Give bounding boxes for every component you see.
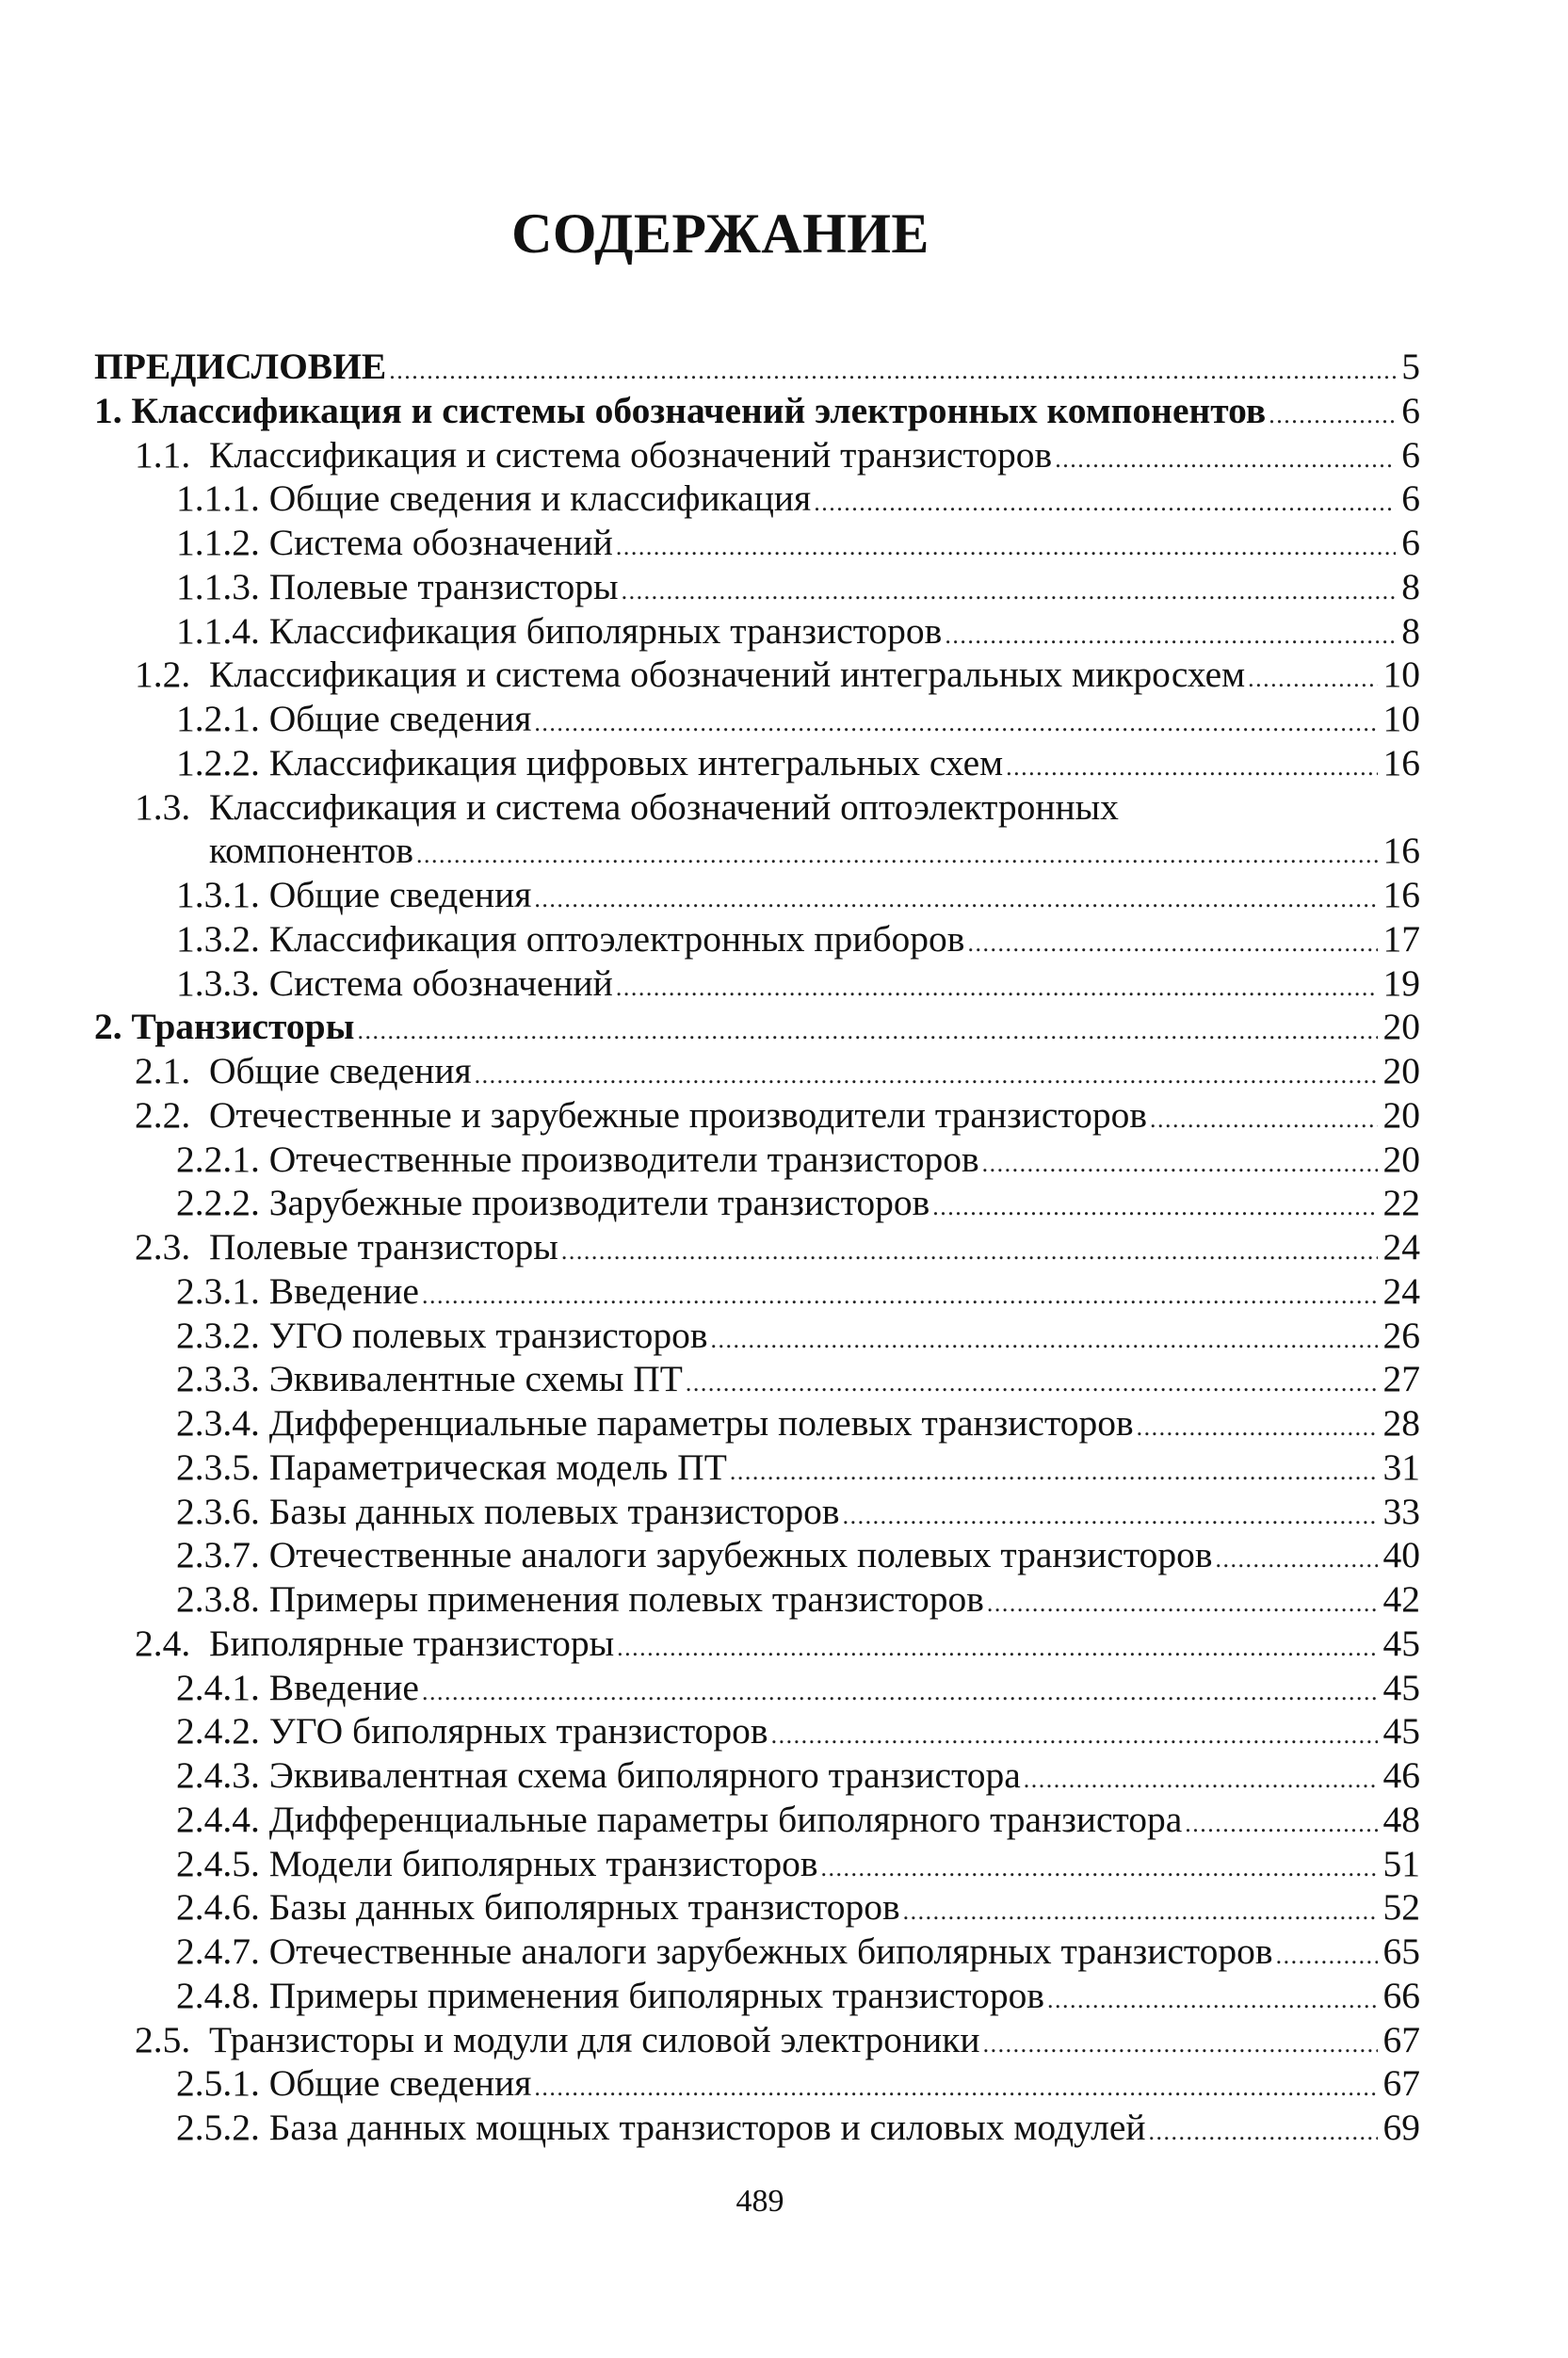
spacer — [260, 1753, 269, 1798]
toc-entry-page: 20 — [1382, 1093, 1420, 1136]
spacer — [260, 1798, 269, 1842]
toc-entry[interactable] — [94, 1974, 1420, 2018]
dot-leader — [710, 1318, 1377, 1363]
dot-leader — [771, 1714, 1378, 1758]
toc-entry[interactable] — [94, 1842, 1420, 1886]
toc-entry-number: 2.3.8. — [176, 1578, 260, 1620]
toc-entry-page: 6 — [1401, 522, 1420, 563]
dot-leader — [814, 481, 1396, 525]
dot-leader — [561, 1230, 1378, 1274]
toc-entry-number: 1.3.3. — [176, 961, 260, 1004]
toc-entry-page: 45 — [1382, 1622, 1420, 1664]
toc-entry-number: 2. — [94, 1006, 122, 1048]
toc-entry[interactable] — [94, 389, 1420, 433]
toc-entry-title: Общие сведения — [209, 1050, 472, 1091]
dot-leader — [475, 1054, 1378, 1098]
dot-leader — [416, 833, 1377, 878]
page-title: СОДЕРЖАНИЕ — [511, 202, 929, 265]
toc-entry-title: компонентов — [209, 830, 414, 872]
toc-entry[interactable] — [94, 1269, 1420, 1314]
toc-entry-page: 16 — [1382, 874, 1420, 915]
toc-entry[interactable] — [94, 1225, 1420, 1269]
toc-entry-page: 65 — [1382, 1930, 1420, 1972]
toc-entry[interactable] — [94, 1357, 1420, 1401]
toc-entry[interactable] — [94, 609, 1420, 654]
toc-entry-page: 33 — [1382, 1490, 1420, 1532]
toc-entry[interactable] — [94, 1885, 1420, 1930]
dot-leader — [686, 1362, 1378, 1406]
spacer — [260, 565, 269, 609]
toc-entry-title: Общие сведения — [268, 698, 532, 739]
toc-entry-title: Полевые транзисторы — [268, 565, 619, 607]
toc-entry-page: 45 — [1382, 1666, 1420, 1708]
spacer — [260, 1357, 269, 1401]
dot-leader — [967, 922, 1377, 966]
toc-entry-number: 1.3. — [135, 785, 191, 828]
dot-leader — [389, 349, 1396, 394]
toc-entry-number: 2.3.5. — [176, 1445, 260, 1488]
toc-entry-page: 27 — [1382, 1358, 1420, 1400]
toc-entry-number: 1.2.2. — [176, 741, 260, 783]
toc-entry-number: 2.3.3. — [176, 1358, 260, 1400]
dot-leader — [1276, 1934, 1378, 1978]
toc-entry-title: Биполярные транзисторы — [209, 1622, 615, 1664]
toc-entry-page: 6 — [1401, 389, 1420, 431]
spacer — [260, 1577, 269, 1622]
toc-entry-page: 51 — [1382, 1842, 1420, 1884]
toc-entry-title: Базы данных биполярных транзисторов — [268, 1886, 900, 1929]
toc-entry[interactable] — [94, 741, 1420, 785]
toc-entry-number: 2.3.4. — [176, 1402, 260, 1444]
toc-entry-title: Модели биполярных транзисторов — [268, 1842, 818, 1884]
toc-entry[interactable] — [94, 476, 1420, 521]
dot-leader — [730, 1450, 1378, 1494]
toc-entry-page: 26 — [1382, 1314, 1420, 1356]
spacer — [260, 1269, 269, 1314]
dot-leader — [622, 570, 1397, 614]
spacer — [260, 1533, 269, 1577]
toc-entry-page: 52 — [1382, 1886, 1420, 1929]
toc-entry-number: 1.1.1. — [176, 477, 260, 520]
toc-entry-title: Отечественные аналоги зарубежных полевых транзисторов — [268, 1534, 1213, 1576]
toc-entry-number: 2.5.2. — [176, 2107, 260, 2148]
dot-leader — [422, 1274, 1378, 1318]
toc-entry[interactable] — [94, 2106, 1420, 2150]
dot-leader — [1137, 1406, 1378, 1450]
toc-entry-page: 6 — [1401, 433, 1420, 476]
dot-leader — [1185, 1802, 1377, 1847]
spacer — [122, 1005, 132, 1049]
toc-entry-title: Классификация и система обозначений интегральных микросхем — [209, 654, 1246, 696]
toc-entry-title: Примеры применения биполярных транзисторов — [268, 1974, 1045, 2016]
toc-entry-number: 1.2. — [135, 654, 191, 696]
toc-entry-title: База данных мощных транзисторов и силовых модулей — [268, 2107, 1146, 2148]
spacer — [260, 1181, 269, 1225]
toc-entry-title: Базы данных полевых транзисторов — [268, 1490, 840, 1532]
spacer — [260, 1138, 269, 1182]
toc-entry-number: 2.1. — [135, 1050, 191, 1091]
toc-entry-number: 2.3. — [135, 1226, 191, 1268]
toc-entry[interactable] — [94, 785, 1420, 830]
toc-entry[interactable] — [94, 1490, 1420, 1534]
spacer — [260, 741, 269, 785]
toc-entry-title: Общие сведения и классификация — [268, 477, 812, 520]
toc-entry-number: 2.5.1. — [176, 2062, 260, 2105]
toc-entry-page: 40 — [1382, 1534, 1420, 1576]
toc-entry-title: Отечественные аналоги зарубежных биполярных транзисторов — [268, 1930, 1273, 1972]
dot-leader — [843, 1494, 1378, 1539]
toc-entry-number: 1.1. — [135, 433, 191, 476]
toc-entry-number: 2.4. — [135, 1622, 191, 1664]
toc-entry[interactable] — [94, 1138, 1420, 1182]
toc-entry[interactable] — [94, 1577, 1420, 1622]
toc-entry-title: Введение — [268, 1666, 419, 1708]
toc-entry-number: 1.1.4. — [176, 609, 260, 652]
dot-leader — [982, 1142, 1378, 1187]
toc-entry-title: Классификация и системы обозначений электронных компонентов — [131, 389, 1267, 431]
dot-leader — [616, 525, 1396, 570]
spacer — [260, 521, 269, 565]
toc-entry[interactable] — [94, 1930, 1420, 1974]
toc-entry-number: 2.3.6. — [176, 1490, 260, 1532]
toc-entry[interactable] — [94, 653, 1420, 697]
spacer — [260, 961, 269, 1006]
toc-entry-number: 2.4.4. — [176, 1798, 260, 1840]
toc-entry-page: 17 — [1382, 917, 1420, 960]
toc-entry-title: Примеры применения полевых транзисторов — [268, 1578, 984, 1620]
dot-leader — [1006, 746, 1377, 790]
dot-leader — [1215, 1538, 1377, 1582]
toc-entry-number: 2.3.2. — [176, 1314, 260, 1356]
toc-entry-page: 24 — [1382, 1226, 1420, 1268]
toc-entry-page: 31 — [1382, 1445, 1420, 1488]
toc-entry-title: Параметрическая модель ПТ — [268, 1445, 727, 1488]
spacer — [260, 2106, 269, 2150]
toc-entry-title: Эквивалентные схемы ПТ — [268, 1358, 683, 1400]
toc-entry[interactable] — [94, 873, 1420, 917]
dot-leader — [820, 1847, 1377, 1891]
toc-entry[interactable] — [94, 2018, 1420, 2062]
toc-entry-page: 16 — [1382, 741, 1420, 783]
spacer — [260, 1885, 269, 1930]
dot-leader — [1149, 2110, 1378, 2155]
spacer — [260, 1314, 269, 1358]
toc-entry-page: 5 — [1401, 346, 1420, 387]
dot-leader — [534, 2066, 1377, 2110]
toc-entry[interactable] — [94, 1622, 1420, 1666]
toc-entry-number: 1.2.1. — [176, 698, 260, 739]
toc-entry-title: УГО биполярных транзисторов — [268, 1710, 768, 1752]
toc-entry-number: 2.2. — [135, 1093, 191, 1136]
toc-entry-number: 1.1.2. — [176, 522, 260, 563]
toc-entry-page: 8 — [1401, 565, 1420, 607]
toc-entry-page: 45 — [1382, 1710, 1420, 1752]
toc-entry-number: 2.4.6. — [176, 1886, 260, 1929]
page-number: 489 — [736, 2184, 784, 2219]
toc-entry[interactable] — [94, 345, 1420, 389]
dot-leader — [617, 1626, 1377, 1671]
spacer — [260, 1974, 269, 2018]
toc-entry-page: 67 — [1382, 2018, 1420, 2060]
dot-leader — [945, 614, 1396, 658]
toc-entry-page: 66 — [1382, 1974, 1420, 2016]
dot-leader — [616, 966, 1378, 1010]
toc-entry[interactable] — [94, 1533, 1420, 1577]
toc-entry-title: Отечественные и зарубежные производители транзисторов — [209, 1093, 1147, 1136]
toc-entry[interactable] — [94, 829, 1420, 873]
toc-entry[interactable] — [94, 1753, 1420, 1798]
spacer — [260, 1842, 269, 1886]
spacer — [260, 476, 269, 521]
spacer — [260, 1490, 269, 1534]
toc-entry[interactable] — [94, 1401, 1420, 1445]
toc-entry-number: 2.2.1. — [176, 1138, 260, 1180]
toc-entry[interactable] — [94, 1666, 1420, 1710]
toc-entry[interactable] — [94, 917, 1420, 961]
toc-entry-number: 2.2.2. — [176, 1182, 260, 1224]
toc-entry-number: 2.4.3. — [176, 1754, 260, 1796]
toc-entry-page: 10 — [1382, 654, 1420, 696]
toc-entry[interactable] — [94, 521, 1420, 565]
dot-leader — [534, 702, 1377, 746]
toc-entry-number: 2.4.1. — [176, 1666, 260, 1708]
dot-leader — [932, 1186, 1377, 1230]
dot-leader — [1150, 1098, 1378, 1142]
toc-entry-title: Эквивалентная схема биполярного транзистора — [268, 1754, 1021, 1796]
dot-leader — [1047, 1978, 1377, 2023]
table-of-contents — [94, 345, 1420, 2150]
toc-entry[interactable] — [94, 1181, 1420, 1225]
toc-entry-page: 8 — [1401, 609, 1420, 652]
toc-entry[interactable] — [94, 1314, 1420, 1358]
spacer — [122, 389, 132, 433]
spacer — [260, 1709, 269, 1753]
toc-entry-title: Общие сведения — [268, 874, 532, 915]
dot-leader — [1055, 438, 1396, 482]
toc-entry-number: 2.3.1. — [176, 1269, 260, 1312]
toc-entry-number: 2.4.2. — [176, 1710, 260, 1752]
toc-entry-page: 67 — [1382, 2062, 1420, 2105]
toc-entry-title: Транзисторы — [131, 1006, 355, 1048]
toc-entry[interactable] — [94, 1798, 1420, 1842]
toc-entry-page: 24 — [1382, 1269, 1420, 1312]
toc-entry-title: Система обозначений — [268, 522, 613, 563]
dot-leader — [357, 1009, 1377, 1054]
toc-entry-title: Отечественные производители транзисторов — [268, 1138, 979, 1180]
toc-entry-page: 16 — [1382, 830, 1420, 872]
toc-entry-number: 1.3.1. — [176, 874, 260, 915]
dot-leader — [422, 1671, 1378, 1715]
toc-entry-title: Транзисторы и модули для силовой электроники — [209, 2018, 980, 2060]
spacer — [260, 1445, 269, 1490]
dot-leader — [987, 1582, 1378, 1626]
toc-entry-number: 2.4.7. — [176, 1930, 260, 1972]
toc-entry-title: Классификация цифровых интегральных схем — [268, 741, 1004, 783]
toc-entry-title: Классификация и система обозначений транзисторов — [209, 433, 1053, 476]
toc-entry-page: 22 — [1382, 1182, 1420, 1224]
spacer — [260, 697, 269, 741]
spacer — [260, 2061, 269, 2106]
spacer — [260, 1930, 269, 1974]
spacer — [260, 873, 269, 917]
toc-entry-page: 69 — [1382, 2107, 1420, 2148]
toc-entry-number: 2.5. — [135, 2018, 191, 2060]
toc-entry[interactable] — [94, 1445, 1420, 1490]
toc-entry[interactable] — [94, 1049, 1420, 1093]
toc-entry-title: Введение — [268, 1269, 419, 1312]
toc-entry-page: 6 — [1401, 477, 1420, 520]
toc-entry-page: 20 — [1382, 1138, 1420, 1180]
toc-entry-number: 2.4.8. — [176, 1974, 260, 2016]
toc-entry-number: 2.3.7. — [176, 1534, 260, 1576]
toc-entry-title: Общие сведения — [268, 2062, 532, 2105]
toc-entry-title: ПРЕДИСЛОВИЕ — [94, 346, 387, 387]
toc-entry-page: 20 — [1382, 1050, 1420, 1091]
toc-entry-number: 1.1.3. — [176, 565, 260, 607]
toc-entry-number: 2.4.5. — [176, 1842, 260, 1884]
toc-entry-title: Зарубежные производители транзисторов — [268, 1182, 930, 1224]
toc-entry[interactable] — [94, 961, 1420, 1006]
dot-leader — [903, 1890, 1378, 1934]
toc-entry[interactable] — [94, 433, 1420, 477]
dot-leader — [1248, 657, 1377, 702]
toc-entry[interactable] — [94, 565, 1420, 609]
toc-entry[interactable] — [94, 1093, 1420, 1138]
spacer — [260, 609, 269, 654]
dot-leader — [1024, 1758, 1378, 1802]
toc-entry-title: Классификация и система обозначений оптоэлектронных — [209, 785, 1119, 828]
dot-leader — [983, 2023, 1378, 2067]
toc-entry-title: Полевые транзисторы — [209, 1226, 558, 1268]
toc-entry[interactable] — [94, 1005, 1420, 1049]
toc-entry-title: Классификация биполярных транзисторов — [268, 609, 943, 652]
toc-entry-page: 20 — [1382, 1006, 1420, 1048]
toc-entry-title: Дифференциальные параметры полевых транзисторов — [268, 1402, 1134, 1444]
toc-entry-number: 1. — [94, 389, 122, 431]
toc-entry-number: 1.3.2. — [176, 917, 260, 960]
toc-entry[interactable] — [94, 2061, 1420, 2106]
toc-entry-page: 46 — [1382, 1754, 1420, 1796]
dot-leader — [534, 878, 1377, 922]
toc-entry-title: УГО полевых транзисторов — [268, 1314, 708, 1356]
toc-entry[interactable] — [94, 697, 1420, 741]
toc-entry-page: 28 — [1382, 1402, 1420, 1444]
spacer — [260, 1666, 269, 1710]
spacer — [260, 917, 269, 961]
toc-entry-title: Дифференциальные параметры биполярного транзистора — [268, 1798, 1183, 1840]
toc-entry-title: Система обозначений — [268, 961, 613, 1004]
toc-entry-title: Классификация оптоэлектронных приборов — [268, 917, 965, 960]
toc-entry-page: 10 — [1382, 698, 1420, 739]
spacer — [260, 1401, 269, 1445]
toc-entry-page: 48 — [1382, 1798, 1420, 1840]
toc-entry-page: 42 — [1382, 1578, 1420, 1620]
toc-entry[interactable] — [94, 1709, 1420, 1753]
dot-leader — [1269, 394, 1396, 438]
toc-entry-page: 19 — [1382, 961, 1420, 1004]
